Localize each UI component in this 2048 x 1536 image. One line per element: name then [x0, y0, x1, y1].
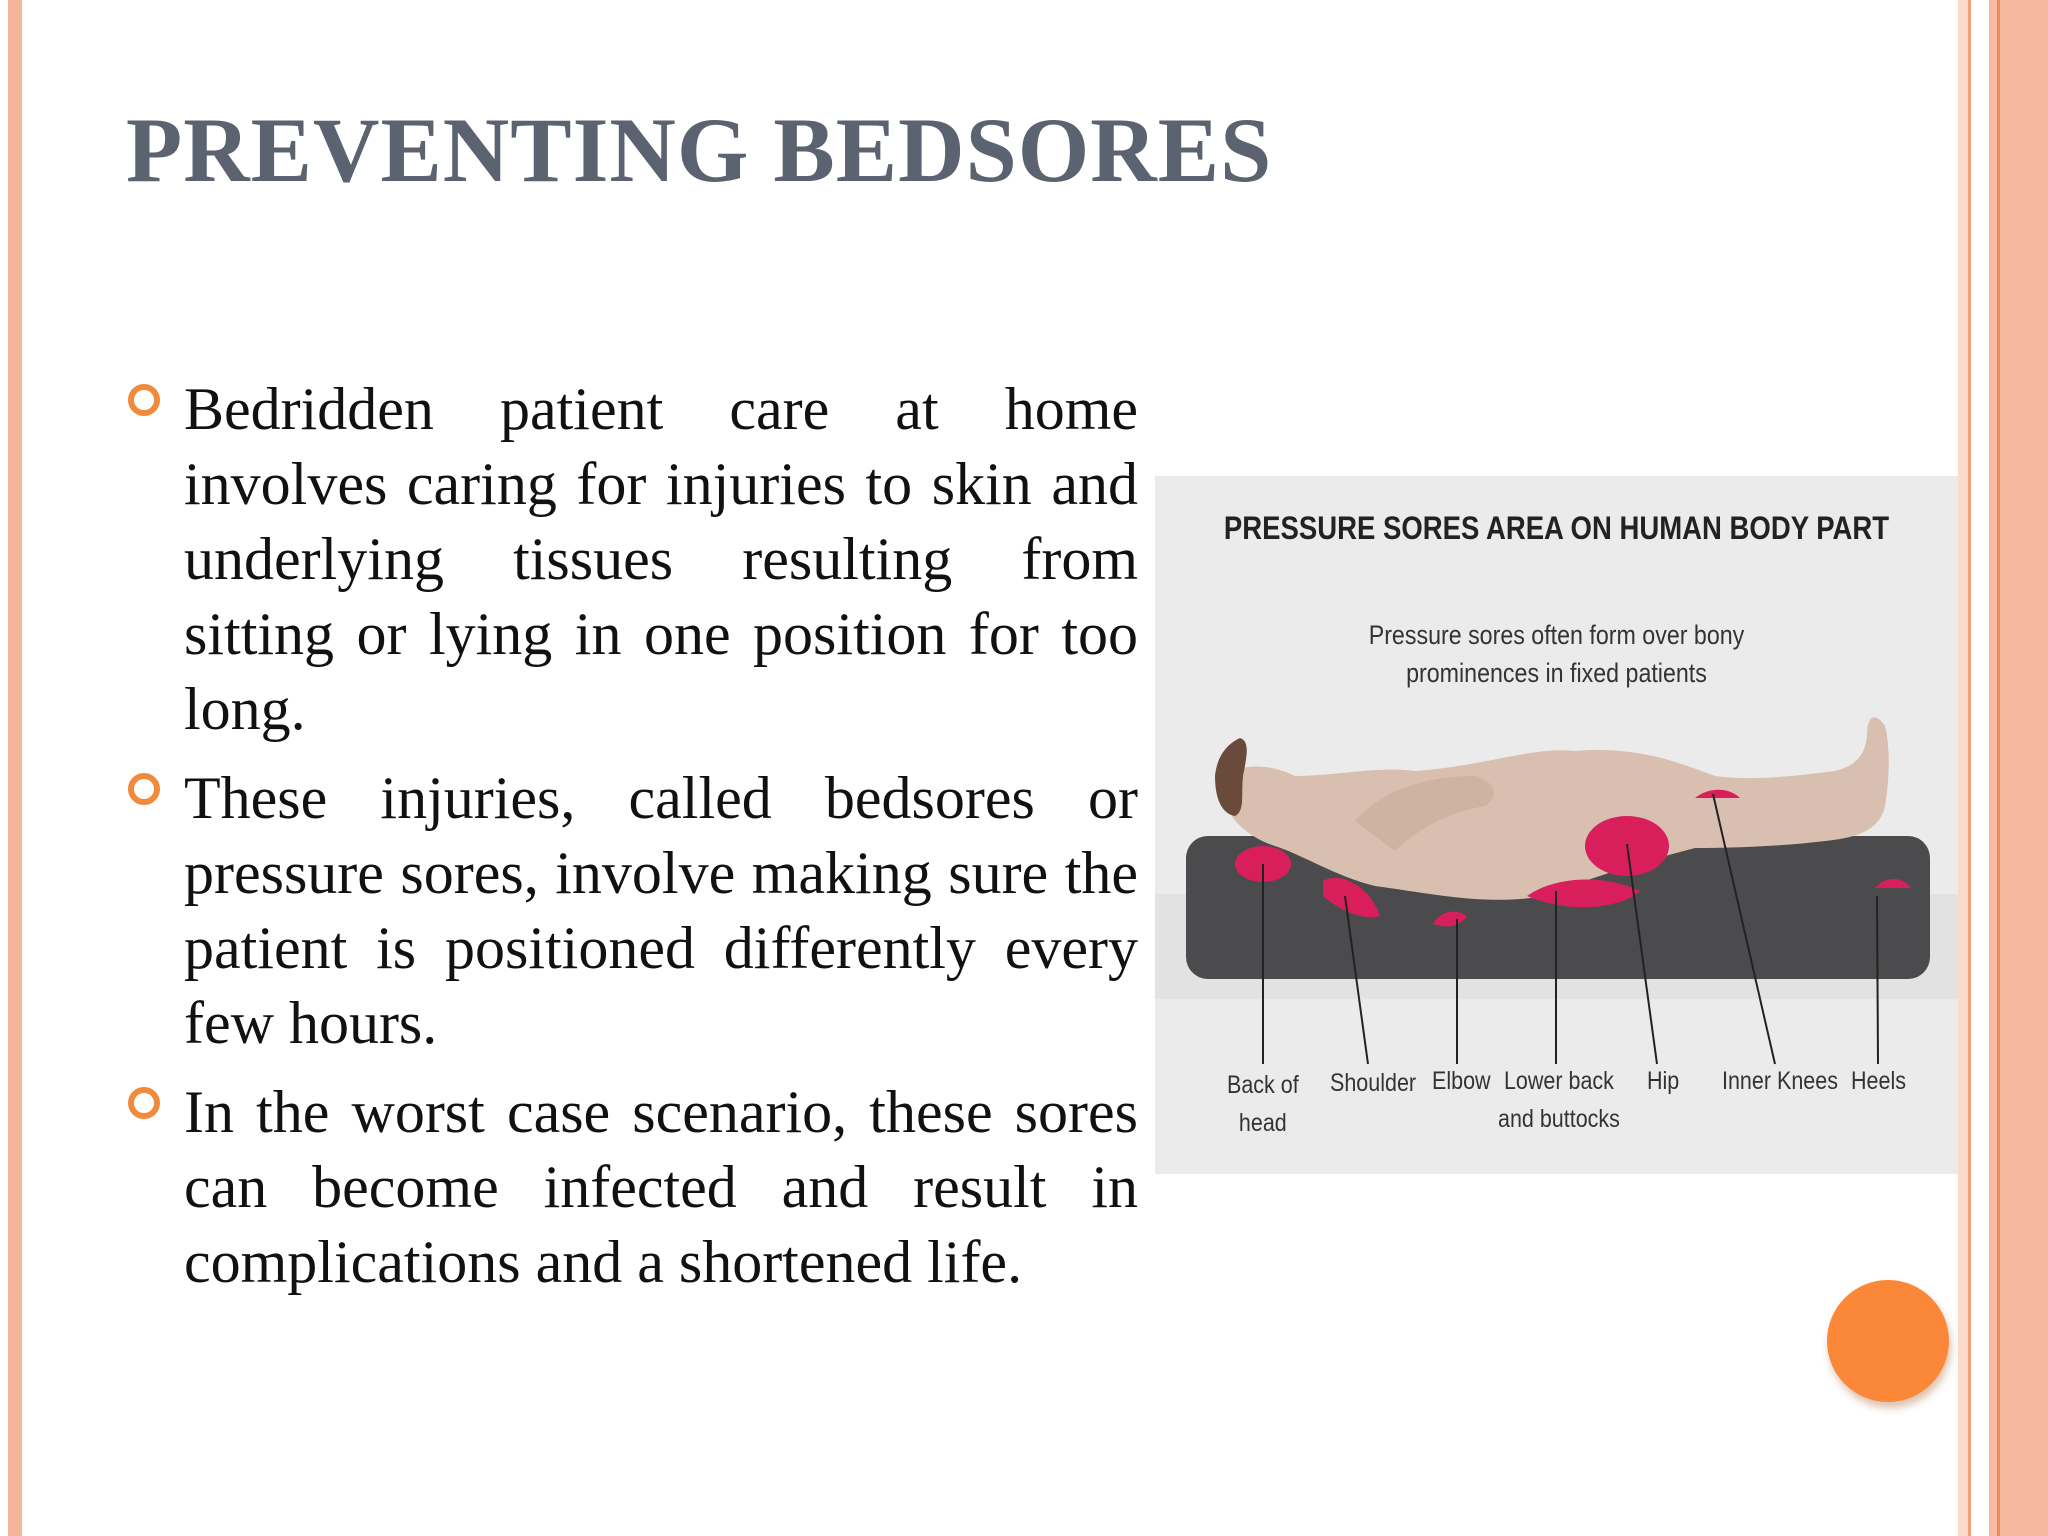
bullet-circle-icon [128, 773, 160, 805]
right-border-stripe [1971, 0, 1989, 1536]
bullet-list [126, 372, 1138, 1314]
bullet-text: In the worst case scenario, these sores can become infected and result in complications and a shortened life. [184, 1079, 1138, 1295]
label-elbow: Elbow [1432, 1067, 1491, 1095]
bullet-text: Bedridden patient care at home involves caring for injuries to skin and underlying tissues resulting from sitting or lying in one position for too long. [184, 376, 1138, 742]
bullet-item [126, 372, 1138, 747]
pointer-line-heels [1877, 896, 1878, 1064]
label-shoulder: Shoulder [1330, 1069, 1417, 1097]
left-border-stripe [8, 0, 22, 1536]
figure-subtitle-line: Pressure sores often form over bony [1368, 620, 1745, 650]
figure-title: PRESSURE SORES AREA ON HUMAN BODY PART [1223, 510, 1890, 546]
figure-subtitle [1211, 616, 1902, 692]
label-hip: Hip [1647, 1067, 1680, 1095]
bullet-item [126, 1075, 1138, 1300]
slide-title: PREVENTING BEDSORES [126, 99, 1273, 201]
bullet-text: These injuries, called bedsores or pressure sores, involve making sure the patient is positioned differently every few hours. [184, 765, 1138, 1056]
right-border-stripe [1958, 0, 1968, 1536]
label-inner-knees: Inner Knees [1722, 1067, 1838, 1095]
label-lower-back: Lower back and buttocks [1498, 1067, 1620, 1133]
bullet-circle-icon [128, 384, 160, 416]
slide-nav-button[interactable] [1827, 1280, 1949, 1402]
figure-subtitle-line: prominences in fixed patients [1406, 658, 1707, 688]
right-border-stripe [2000, 0, 2048, 1536]
right-border-stripe [1989, 0, 1997, 1536]
label-back-of-head: Back of head [1227, 1071, 1299, 1137]
pressure-sores-figure [1155, 476, 1958, 1174]
bullet-circle-icon [128, 1087, 160, 1119]
bullet-item [126, 761, 1138, 1061]
label-heels: Heels [1851, 1067, 1906, 1095]
